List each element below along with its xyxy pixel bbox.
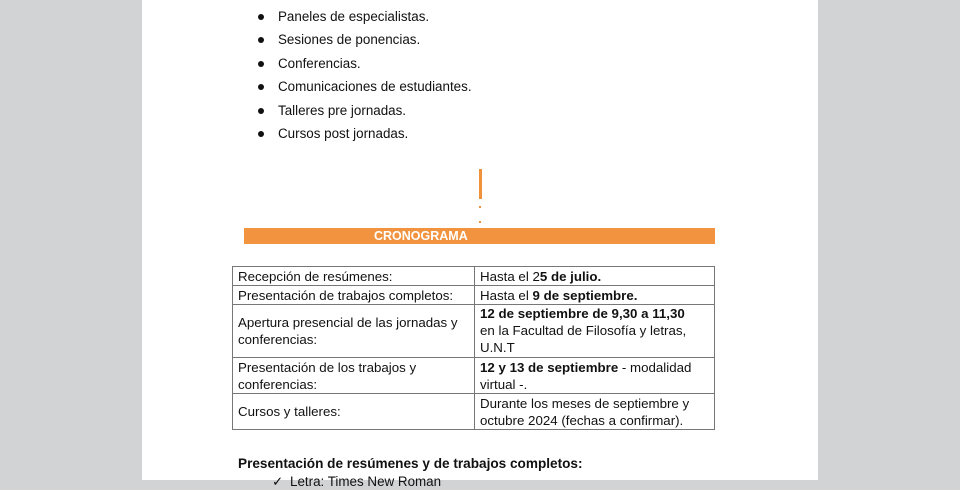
row-label: Presentación de los trabajos y conferencias:: [233, 358, 475, 394]
list-item: Sesiones de ponencias.: [258, 28, 472, 51]
table-row: [233, 267, 715, 286]
list-item: Cursos post jornadas.: [258, 122, 472, 145]
table-row: [233, 358, 715, 394]
banner-title: CRONOGRAMA: [374, 229, 468, 243]
list-item: Comunicaciones de estudiantes.: [258, 75, 472, 98]
document-page: [142, 0, 818, 489]
decorative-orange-dot: [479, 221, 481, 223]
bullet-icon: [258, 84, 264, 90]
row-label: Cursos y talleres:: [233, 394, 475, 430]
checkmark-icon: ✓: [272, 474, 284, 489]
row-value: Hasta el 9 de septiembre.: [475, 286, 715, 305]
list-item: Talleres pre jornadas.: [258, 99, 472, 122]
row-value: 12 y 13 de septiembre - modalidad virtual -.: [475, 358, 715, 394]
bullet-icon: [258, 108, 264, 114]
activities-list: [258, 5, 472, 145]
bullet-icon: [258, 61, 264, 67]
list-item: Paneles de especialistas.: [258, 5, 472, 28]
row-label: Presentación de trabajos completos:: [233, 286, 475, 305]
row-value: Hasta el 25 de julio.: [475, 267, 715, 286]
list-item: Conferencias.: [258, 52, 472, 75]
table-row: [233, 305, 715, 358]
bullet-icon: [258, 14, 264, 20]
section-heading: Presentación de resúmenes y de trabajos completos:: [238, 456, 583, 471]
bullet-icon: [258, 37, 264, 43]
row-label: Recepción de resúmenes:: [233, 267, 475, 286]
row-value: 12 de septiembre de 9,30 a 11,30 en la Facultad de Filosofía y letras, U.N.T: [475, 305, 715, 358]
section-banner: [244, 228, 715, 244]
bullet-icon: [258, 131, 264, 137]
row-value: Durante los meses de septiembre y octubre 2024 (fechas a confirmar).: [475, 394, 715, 430]
decorative-orange-dot: [479, 206, 481, 208]
schedule-table: [232, 266, 715, 430]
table-row: [233, 394, 715, 430]
table-row: [233, 286, 715, 305]
row-label: Apertura presencial de las jornadas y conferencias:: [233, 305, 475, 358]
decorative-orange-line: [479, 169, 482, 199]
list-item: ✓ Letra: Times New Roman: [272, 474, 442, 489]
